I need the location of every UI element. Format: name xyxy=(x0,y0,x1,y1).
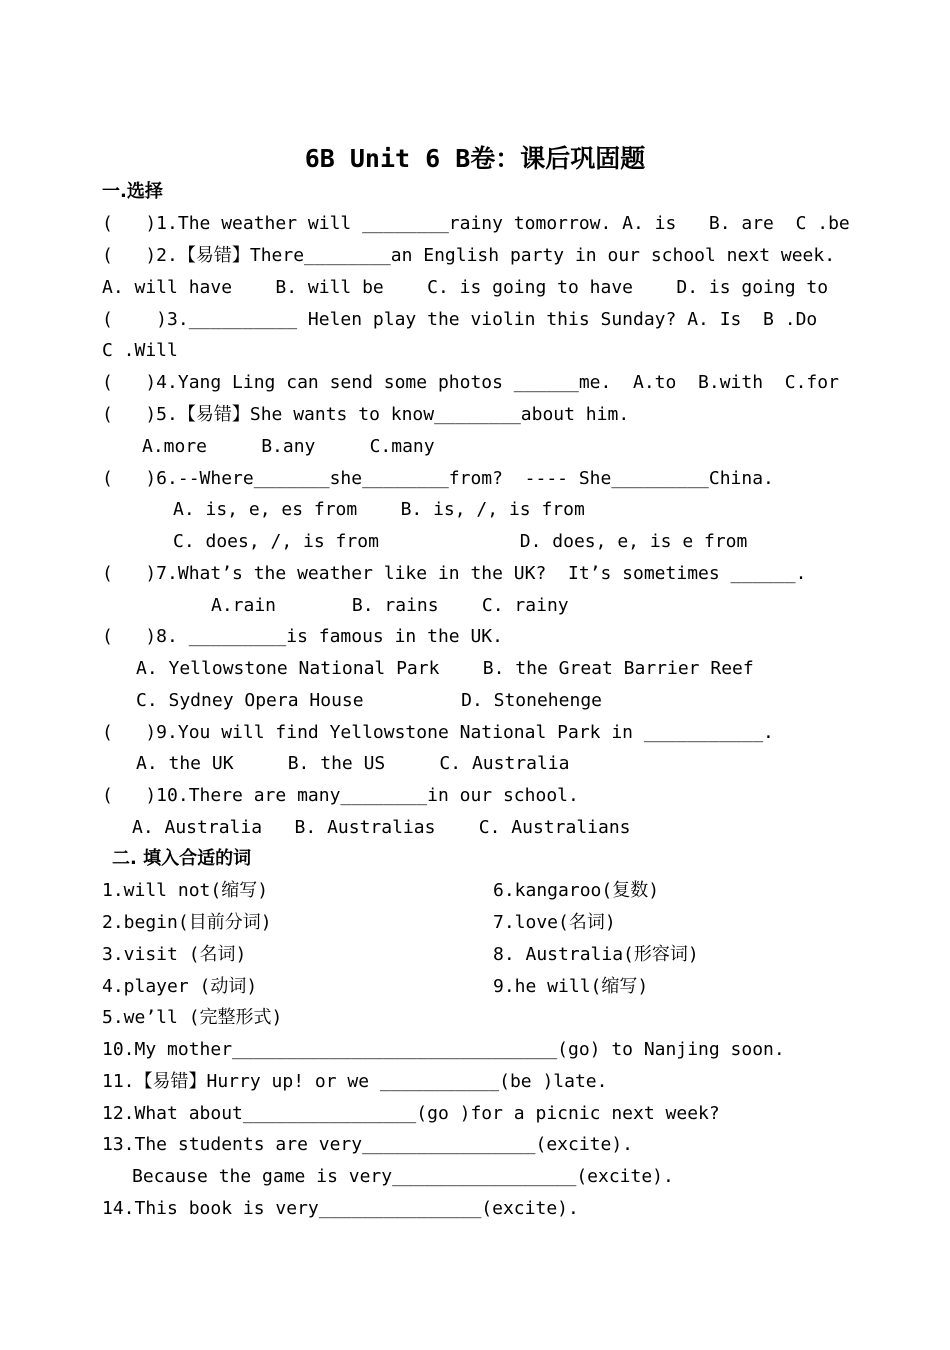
question-7-options: A.rain B. rains C. rainy xyxy=(211,595,569,616)
fill-item-10: 10.My mother______________________________(go) to Nanjing soon. xyxy=(102,1039,785,1060)
word-item-1: 1.will not(缩写) xyxy=(102,880,269,901)
section-1-heading: 一.选择 xyxy=(102,181,163,202)
fill-item-13: 13.The students are very________________(excite). xyxy=(102,1134,634,1155)
fill-item-11: 11.【易错】Hurry up! or we ___________(be )late. xyxy=(102,1071,608,1092)
question-6: ( )6.--Where_______she________from? ---- She_________China. xyxy=(102,468,774,489)
question-9-options: A. the UK B. the US C. Australia xyxy=(136,753,570,774)
question-10: ( )10.There are many________in our school. xyxy=(102,785,579,806)
word-item-6: 6.kangaroo(复数) xyxy=(493,880,660,901)
question-4: ( )4.Yang Ling can send some photos ______me. A.to B.with C.for xyxy=(102,372,839,393)
question-10-options: A. Australia B. Australias C. Australians xyxy=(132,817,631,838)
question-9: ( )9.You will find Yellowstone National Park in ___________. xyxy=(102,722,774,743)
question-2-options: A. will have B. will be C. is going to have D. is going to xyxy=(102,277,829,298)
word-item-9: 9.he will(缩写) xyxy=(493,976,649,997)
fill-item-14: 14.This book is very_______________(excite). xyxy=(102,1198,579,1219)
question-5-options: A.more B.any C.many xyxy=(142,436,435,457)
question-2: ( )2.【易错】There________an English party in our school next week. xyxy=(102,245,836,266)
word-item-2: 2.begin(目前分词) xyxy=(102,912,272,933)
word-item-5: 5.we’ll (完整形式) xyxy=(102,1007,283,1028)
question-7: ( )7.What’s the weather like in the UK? It’s sometimes ______. xyxy=(102,563,807,584)
question-8: ( )8. _________is famous in the UK. xyxy=(102,626,503,647)
word-item-7: 7.love(名词) xyxy=(493,912,616,933)
page-title: 6B Unit 6 B卷：课后巩固题 xyxy=(304,144,646,173)
question-6-options-a-b: A. is, e, es from B. is, /, is from xyxy=(173,499,585,520)
word-item-8: 8. Australia(形容词) xyxy=(493,944,699,965)
question-8-options-c-d: C. Sydney Opera House D. Stonehenge xyxy=(136,690,602,711)
word-item-3: 3.visit (名词) xyxy=(102,944,247,965)
fill-item-12: 12.What about________________(go )for a picnic next week? xyxy=(102,1103,720,1124)
question-8-options-a-b: A. Yellowstone National Park B. the Great Barrier Reef xyxy=(136,658,754,679)
question-3-options-cont: C .Will xyxy=(102,340,178,361)
word-item-4: 4.player (动词) xyxy=(102,976,258,997)
section-2-heading: 二. 填入合适的词 xyxy=(112,848,252,869)
question-6-options-c-d: C. does, /, is from D. does, e, is e from xyxy=(173,531,748,552)
question-3: ( )3.__________ Helen play the violin this Sunday? A. Is B .Do xyxy=(102,309,818,330)
fill-item-13-cont: Because the game is very_________________(excite). xyxy=(132,1166,674,1187)
question-5: ( )5.【易错】She wants to know________about him. xyxy=(102,404,630,425)
question-1: ( )1.The weather will ________rainy tomorrow. A. is B. are C .be xyxy=(102,213,850,234)
